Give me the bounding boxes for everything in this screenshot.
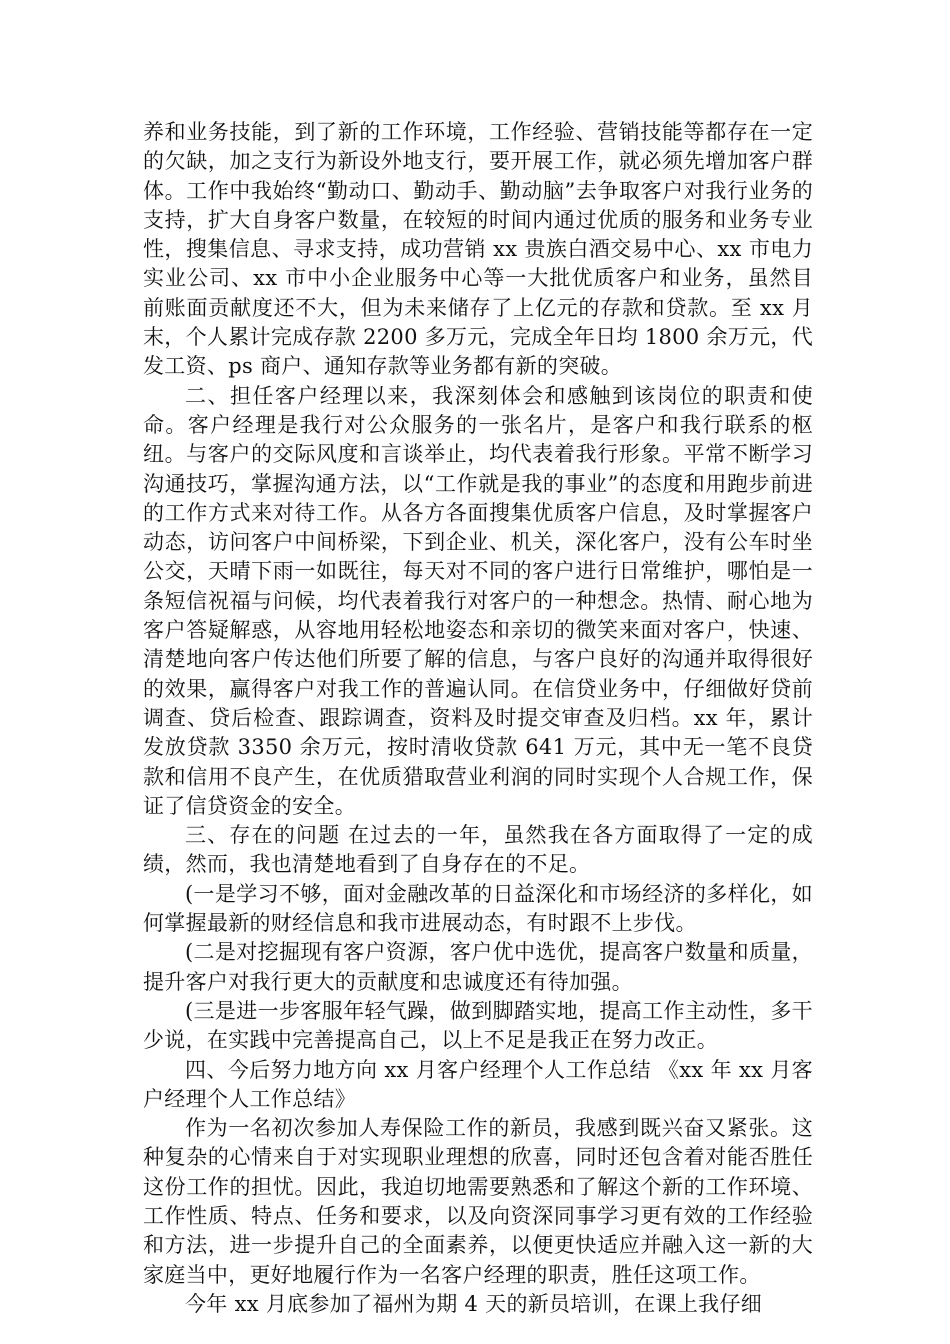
paragraph-section-four-direction: 四、今后努力地方向 xx 月客户经理个人工作总结 《xx 年 xx 月客户经理个人工作总结》 (143, 1057, 813, 1111)
paragraph-new-employee: 作为一名初次参加人寿保险工作的新员，我感到既兴奋又紧张。这种复杂的心情来自于对实现职业理想的欣喜，同时还包含着对能否胜任这份工作的担忧。因此，我迫切地需要熟悉和了解这个新的工作环境、工作性质、特点、任务和要求，以及向资深同事学习更有效的工作经验和方法，进一步提升自己的全面素养，以便更快适应并融入这一新的大家庭当中，更好地履行作为一名客户经理的职责，胜任这项工作。 (143, 1116, 813, 1287)
paragraph-problem-three: (三是进一步客服年轻气躁，做到脚踏实地，提高工作主动性，多干少说，在实践中完善提高自己，以上不足是我正在努力改正。 (143, 998, 813, 1053)
paragraph-problem-one: (一是学习不够，面对金融改革的日益深化和市场经济的多样化，如何掌握最新的财经信息和我市进展动态，有时跟不上步伐。 (143, 881, 813, 936)
paragraph-section-three-problems: 三、存在的问题 在过去的一年，虽然我在各方面取得了一定的成绩，然而，我也清楚地看到了自身存在的不足。 (143, 823, 813, 877)
paragraph-training: 今年 xx 月底参加了福州为期 4 天的新员培训，在课上我仔细 (185, 1291, 763, 1316)
paragraph-continued-skills: 养和业务技能，到了新的工作环境，工作经验、营销技能等都存在一定的欠缺，加之支行为新设外地支行，要开展工作，就必须先增加客户群体。工作中我始终“勤动口、勤动手、勤动脑”去争取客户对我行业务的支持，扩大自身客户数量，在较短的时间内通过优质的服务和业务专业性，搜集信息、寻求支持，成功营销 xx 贵族白酒交易中心、xx 市电力实业公司、xx 市中小企业服务中心等一大批优质客户和业务，虽然目前账面贡献度还不大，但为未来储存了上亿元的存款和贷款。至 xx 月末，个人累计完成存款 2200 多万元，完成全年日均 1800 余万元，代发工资、ps 商户、通知存款等业务都有新的突破。 (143, 120, 813, 379)
paragraph-section-two-duties: 二、担任客户经理以来，我深刻体会和感触到该岗位的职责和使命。客户经理是我行对公众服务的一张名片，是客户和我行联系的枢纽。与客户的交际风度和言谈举止，均代表着我行形象。平常不断学习沟通技巧，掌握沟通方法，以“工作就是我的事业”的态度和用跑步前进的工作方式来对待工作。从各方各面搜集优质客户信息，及时掌握客户动态，访问客户中间桥梁，下到企业、机关，深化客户，没有公车时坐公交，天晴下雨一如既往，每天对不同的客户进行日常维护，哪怕是一条短信祝福与问候，均代表着我行对客户的一种想念。热情、耐心地为客户答疑解惑，从容地用轻松地姿态和亲切的微笑来面对客户，快速、清楚地向客户传达他们所要了解的信息，与客户良好的沟通并取得很好的效果，赢得客户对我工作的普遍认同。在信贷业务中，仔细做好贷前调查、贷后检查、跟踪调查，资料及时提交审查及归档。xx 年，累计发放贷款 3350 余万元，按时清收贷款 641 万元，其中无一笔不良贷款和信用不良产生，在优质猎取营业利润的同时实现个人合规工作，保证了信贷资金的安全。 (143, 383, 813, 818)
document-body (143, 118, 813, 1319)
paragraph-problem-two: (二是对挖掘现有客户资源，客户优中选优，提高客户数量和质量，提升客户对我行更大的贡献度和忠诚度还有待加强。 (143, 940, 813, 994)
